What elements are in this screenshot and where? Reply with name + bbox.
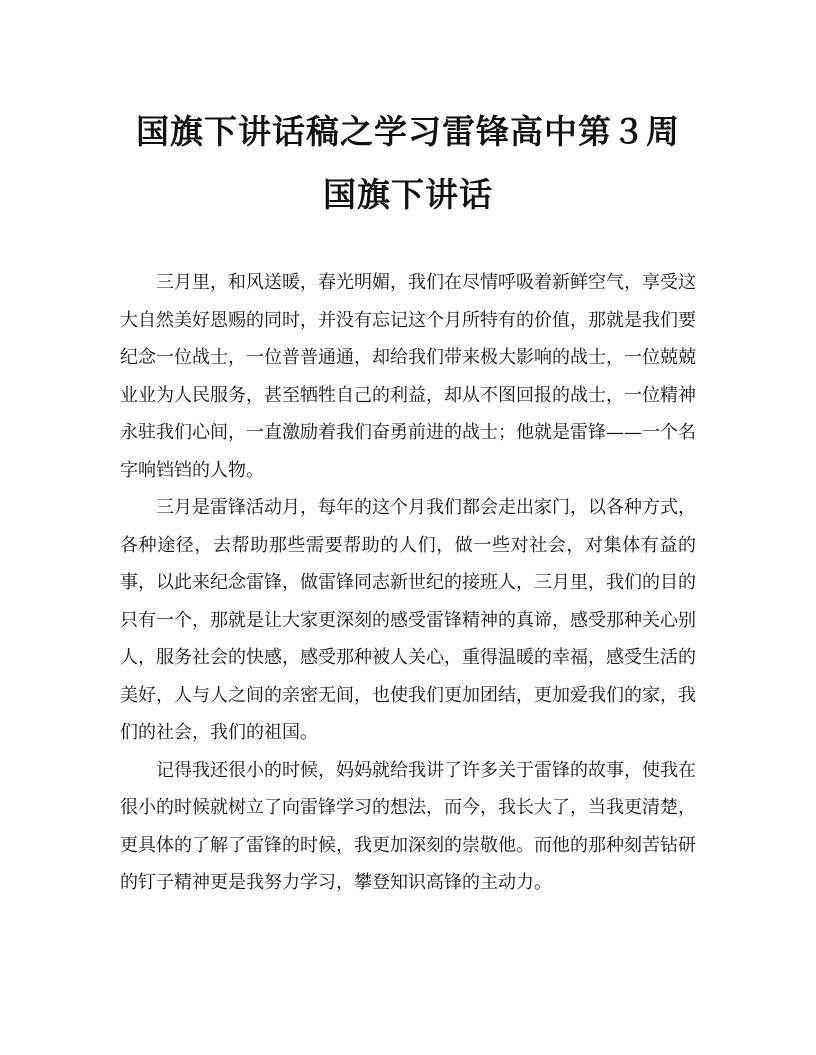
paragraph-2: 三月是雷锋活动月，每年的这个月我们都会走出家门，以各种方式，各种途径，去帮助那些需要帮助的人们，做一些对社会，对集体有益的事，以此来纪念雷锋，做雷锋同志新世纪的接班人，三月里，我们的目的只有一个，那就是让大家更深刻的感受雷锋精神的真谛，感受那种关心别人，服务社会的快感，感受那种被人关心，重得温暖的幸福，感受生活的美好，人与人之间的亲密无间，也使我们更加团结，更加爱我们的家，我们的社会，我们的祖国。 (120, 497, 696, 743)
paragraph-3: 记得我还很小的时候，妈妈就给我讲了许多关于雷锋的故事，使我在很小的时候就树立了向雷锋学习的想法，而今，我长大了，当我更清楚，更具体的了解了雷锋的时候，我更加深刻的崇敬他。而他的那种刻苦钻研的钉子精神更是我努力学习，攀登知识高锋的主动力。 (120, 759, 696, 893)
title-line-2: 国旗下讲话 (323, 175, 493, 214)
title-line-1: 国旗下讲话稿之学习雷锋高中第３周 (136, 112, 680, 151)
document-body (120, 264, 696, 902)
paragraph-1: 三月里，和风送暖，春光明媚，我们在尽情呼吸着新鲜空气，享受这大自然美好恩赐的同时，并没有忘记这个月所特有的价值，那就是我们要纪念一位战士，一位普普通通，却给我们带来极大影响的战士，一位兢兢业业为人民服务，甚至牺牲自己的利益，却从不图回报的战士，一位精神永驻我们心间，一直激励着我们奋勇前进的战士；他就是雷锋——一个名字响铛铛的人物。 (120, 272, 696, 481)
